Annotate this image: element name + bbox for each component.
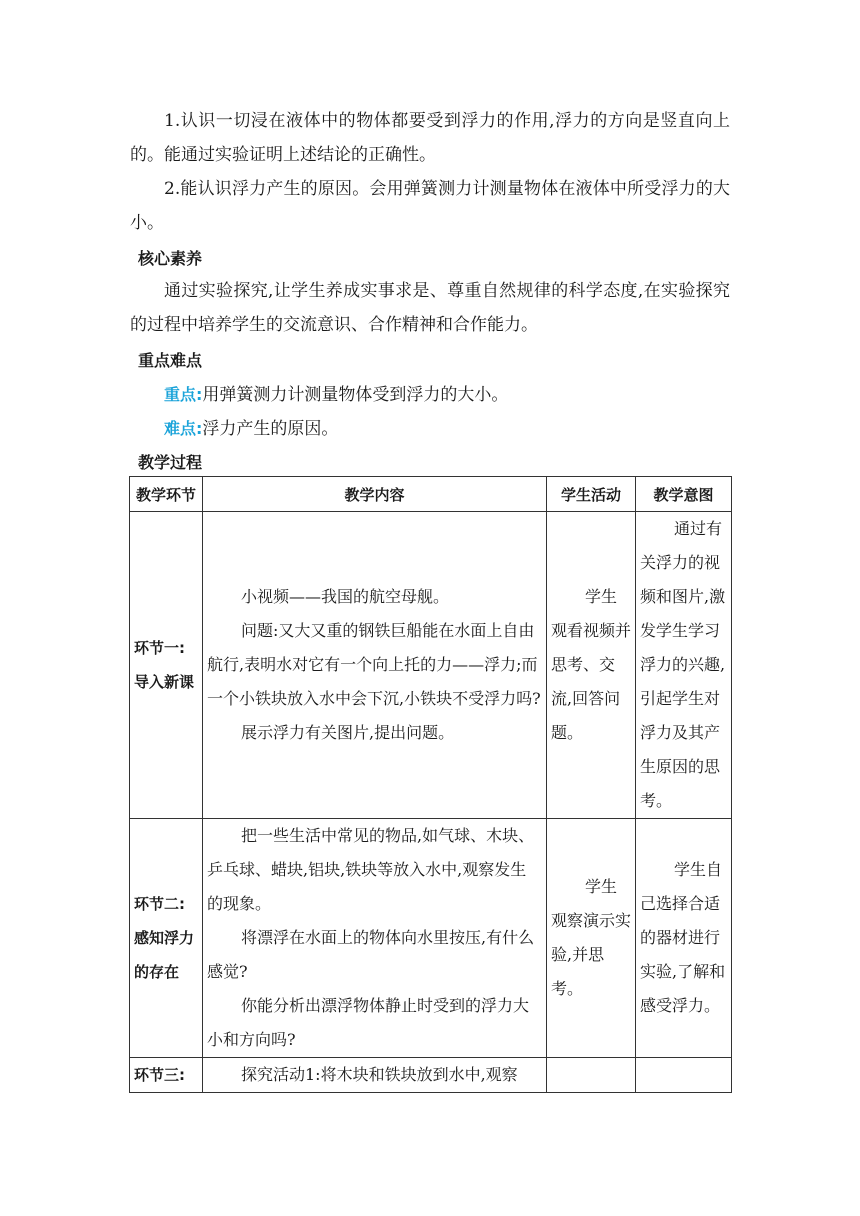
objective-2: 2.能认识浮力产生的原因。会用弹簧测力计测量物体在液体中所受浮力的大小。 [130,179,730,233]
table-row [130,1058,732,1093]
stage-cell: 环节二:感知浮力的存在 [130,819,203,1058]
activity-text: 学生观察演示实验,并思考。 [551,877,632,998]
content-paragraph: 把一些生活中常见的物品,如气球、木块、乒乓球、蜡块,铝块,铁块等放入水中,观察发生的现象。 [207,826,535,913]
process-heading: 教学过程 [138,453,203,472]
content-cell [203,819,547,1058]
activity-cell [547,512,636,819]
intent-cell [636,819,732,1058]
intent-cell [636,512,732,819]
intent-text: 通过有关浮力的视频和图片,激发学生学习浮力的兴趣,引起学生对浮力及其产生原因的思考。 [640,519,726,810]
content-paragraph: 展示浮力有关图片,提出问题。 [241,723,455,742]
column-header: 教学意图 [636,477,732,512]
table-row [130,819,732,1058]
key-point-label: 重点: [164,385,203,404]
content-paragraph: 你能分析出漂浮物体静止时受到的浮力大小和方向吗? [207,996,530,1049]
keypoints-heading: 重点难点 [138,351,203,370]
key-point-text: 用弹簧测力计测量物体受到浮力的大小。 [202,385,509,405]
difficult-point [164,414,338,439]
intent-text: 学生自己选择合适的器材进行实验,了解和感受浮力。 [640,860,726,1015]
content-paragraph: 将漂浮在水面上的物体向水里按压,有什么感觉? [207,928,535,981]
key-point [164,380,508,405]
difficult-point-text: 浮力产生的原因。 [202,419,339,439]
content-paragraph: 小视频——我国的航空母舰。 [241,587,450,606]
content-paragraph: 问题:又大又重的钢铁巨船能在水面上自由航行,表明水对它有一个向上托的力——浮力;而一个小铁块放入水中会下沉,小铁块不受浮力吗? [207,621,541,708]
table-row [130,512,732,819]
stage-cell: 环节一:导入新课 [130,512,203,819]
activity-cell [547,819,636,1058]
column-header: 学生活动 [547,477,636,512]
content-paragraph: 探究活动1:将木块和铁块放到水中,观察 [241,1065,518,1084]
core-heading: 核心素养 [138,249,203,268]
difficult-point-label: 难点: [164,419,203,438]
objective-1: 1.认识一切浸在液体中的物体都要受到浮力的作用,浮力的方向是竖直向上的。能通过实验证明上述结论的正确性。 [130,111,730,165]
activity-text: 学生观看视频并思考、交流,回答问题。 [551,587,632,742]
stage-cell: 环节三: [130,1058,203,1093]
core-text: 通过实验探究,让学生养成实事求是、尊重自然规律的科学态度,在实验探究的过程中培养学生的交流意识、合作精神和合作能力。 [130,281,730,335]
content-cell [203,512,547,819]
content-cell [203,1058,547,1093]
intent-cell [636,1058,732,1093]
activity-cell [547,1058,636,1093]
column-header: 教学内容 [203,477,547,512]
column-header: 教学环节 [130,477,203,512]
process-table [129,476,732,1093]
table-header-row [130,477,732,512]
